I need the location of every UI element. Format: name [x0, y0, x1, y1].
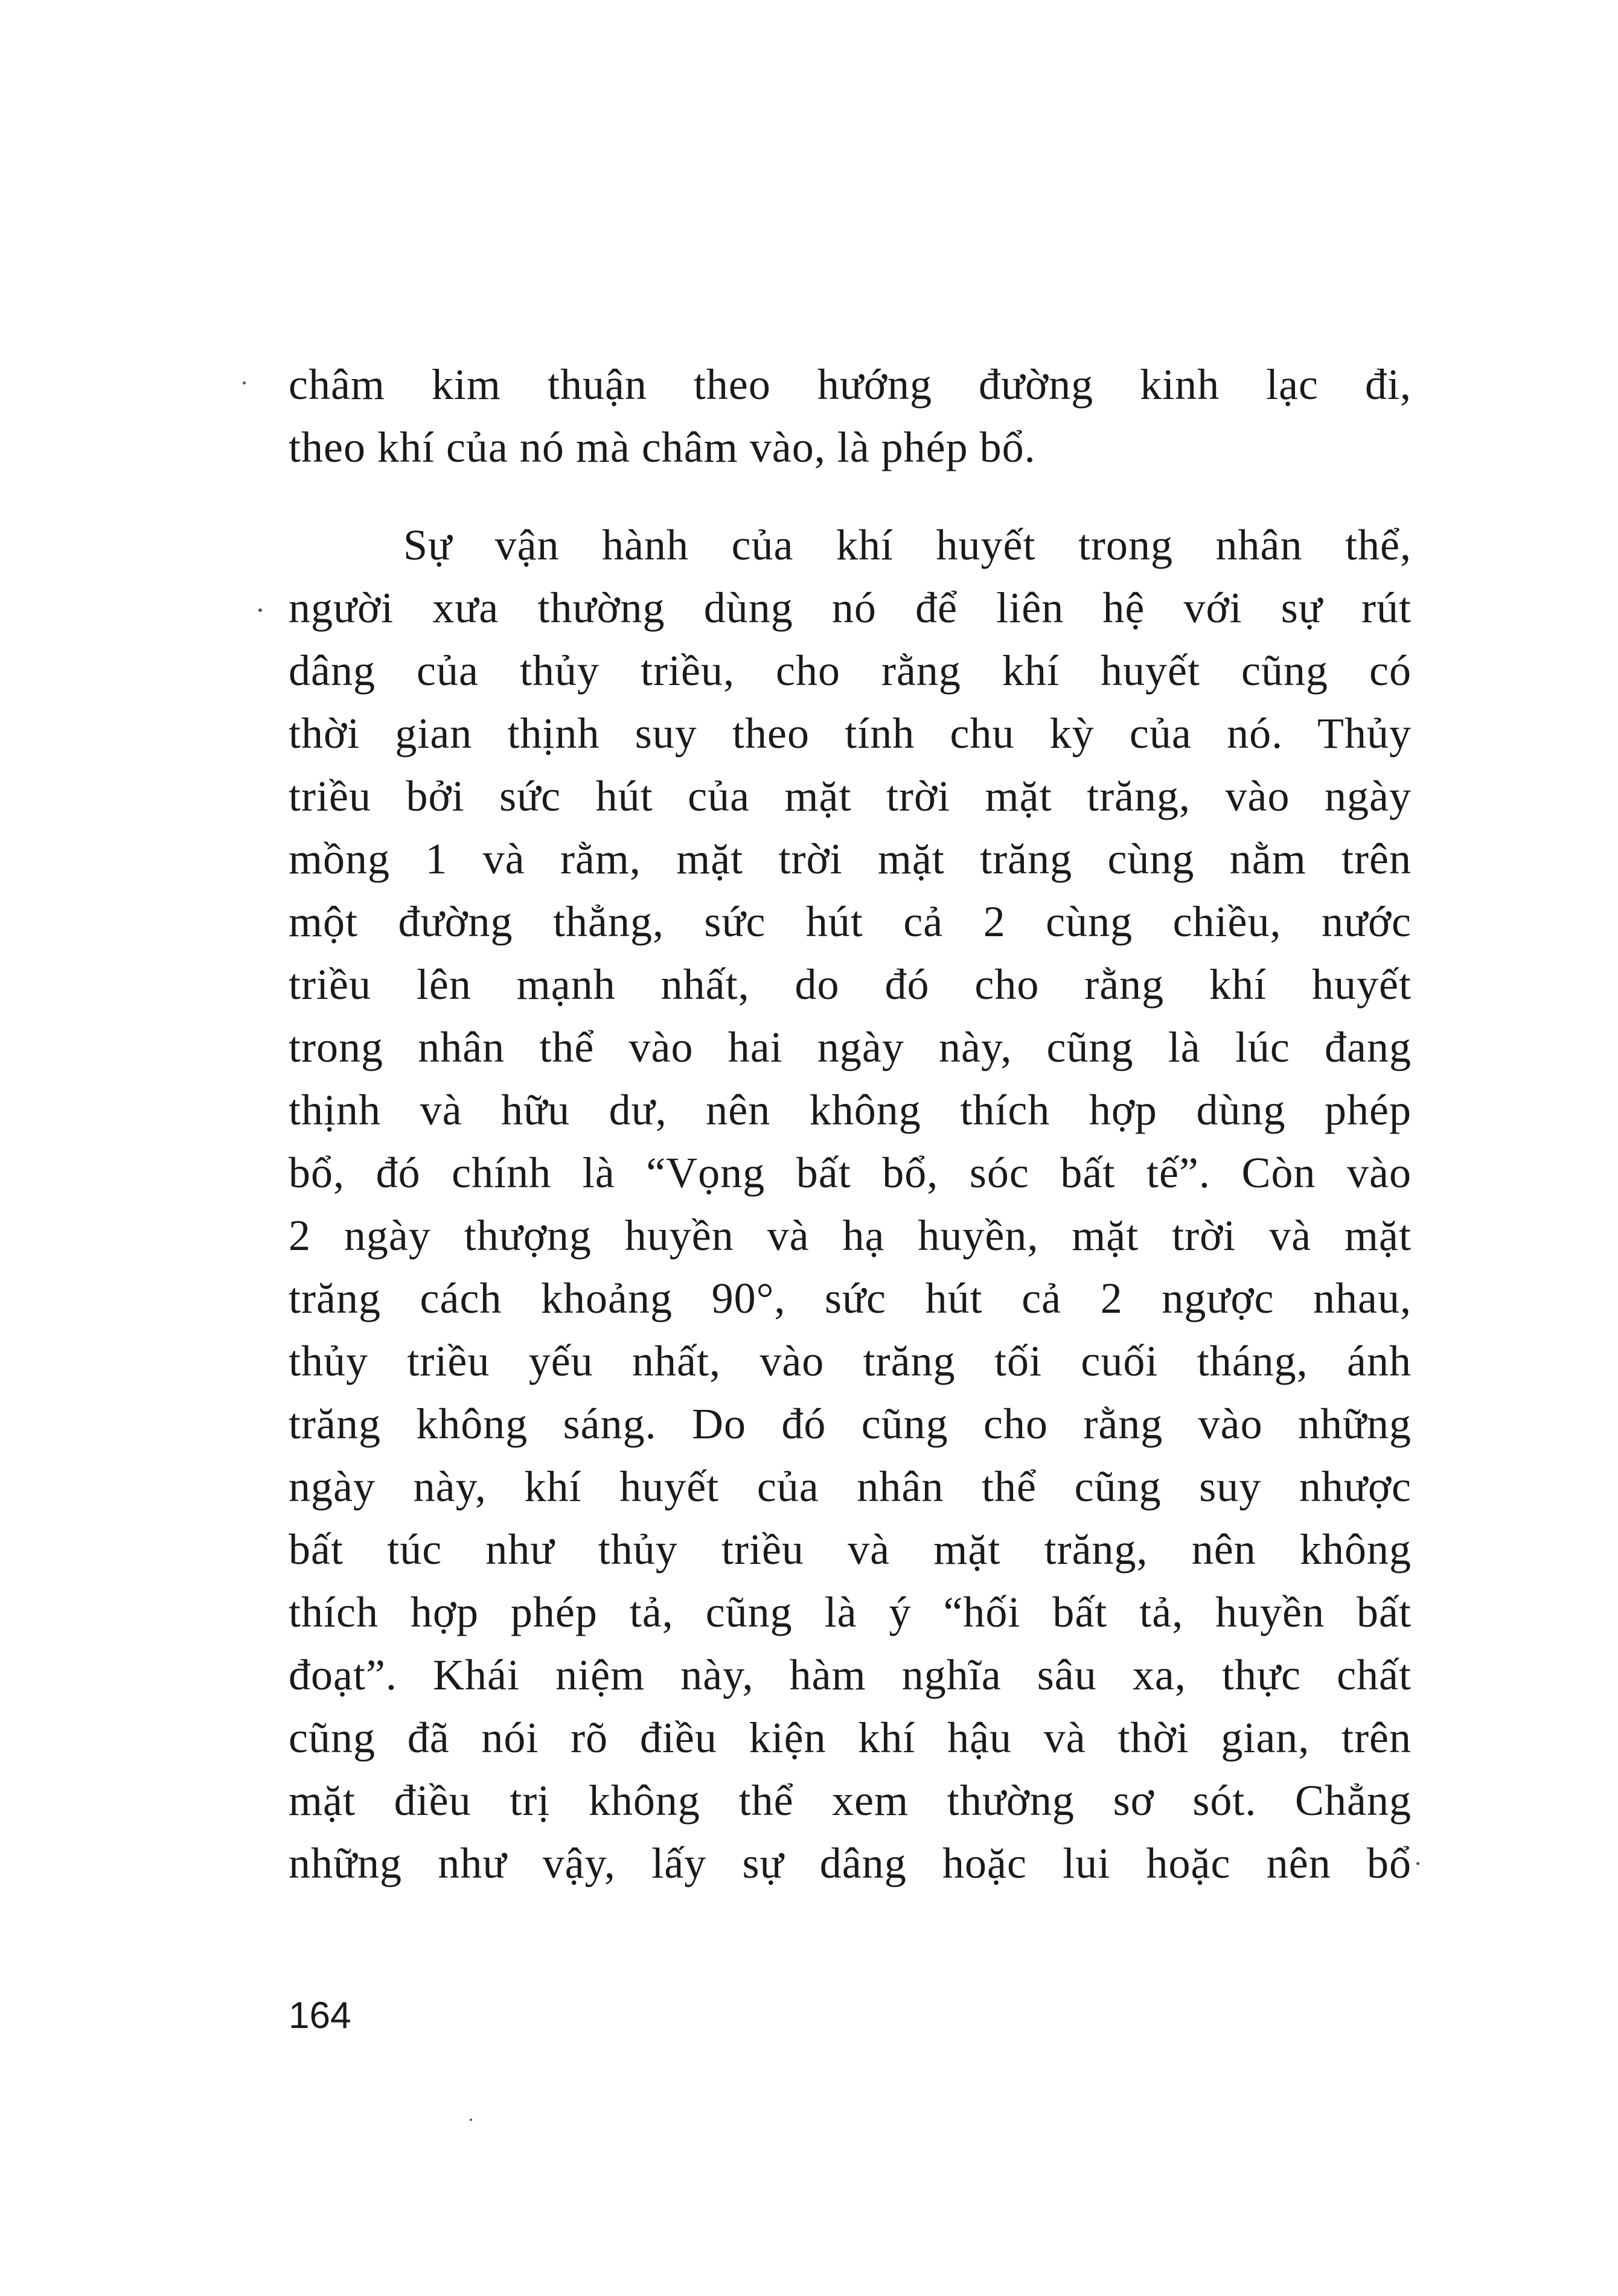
text-line: Sự vận hành của khí huyết trong nhân thể, — [403, 521, 1412, 569]
text-line: thời gian thịnh suy theo tính chu kỳ của nó. Thủy — [289, 709, 1412, 757]
text-line: trong nhân thể vào hai ngày này, cũng là lúc đang — [289, 1023, 1412, 1071]
scan-speck — [243, 381, 246, 384]
text-line: trăng cách khoảng 90°, sức hút cả 2 ngược nhau, — [289, 1274, 1412, 1322]
text-line: trăng không sáng. Do đó cũng cho rằng vào những — [289, 1400, 1412, 1448]
text-line: một đường thẳng, sức hút cả 2 cùng chiều, nước — [289, 898, 1412, 946]
text-line: bất túc như thủy triều và mặt trăng, nên không — [289, 1525, 1412, 1574]
text-line: đoạt”. Khái niệm này, hàm nghĩa sâu xa, thực chất — [289, 1651, 1412, 1699]
text-line: 2 ngày thượng huyền và hạ huyền, mặt trời và mặt — [289, 1211, 1412, 1260]
text-line: châm kim thuận theo hướng đường kinh lạc đi, — [289, 360, 1412, 409]
scan-speck — [470, 2119, 472, 2121]
text-line: dâng của thủy triều, cho rằng khí huyết cũng có — [289, 646, 1412, 695]
text-line: thích hợp phép tả, cũng là ý “hối bất tả, huyền bất — [289, 1588, 1412, 1636]
text-line: theo khí của nó mà châm vào, là phép bổ. — [289, 423, 1036, 471]
text-line: thủy triều yếu nhất, vào trăng tối cuối tháng, ánh — [289, 1337, 1412, 1385]
text-line: mặt điều trị không thể xem thường sơ sót. Chẳng — [289, 1776, 1412, 1825]
text-line: bổ, đó chính là “Vọng bất bổ, sóc bất tế”. Còn vào — [289, 1149, 1412, 1197]
text-line: cũng đã nói rõ điều kiện khí hậu và thời gian, trên — [289, 1714, 1412, 1762]
text-line: ngày này, khí huyết của nhân thể cũng suy nhược — [289, 1462, 1412, 1511]
page-number: 164 — [289, 1995, 351, 2036]
text-line: những như vậy, lấy sự dâng hoặc lui hoặc nên bổ — [289, 1839, 1412, 1887]
paragraph-gap — [289, 479, 1412, 514]
body-text — [289, 353, 1412, 1895]
text-line: mồng 1 và rằm, mặt trời mặt trăng cùng nằm trên — [289, 835, 1412, 883]
text-line: triều lên mạnh nhất, do đó cho rằng khí huyết — [289, 960, 1412, 1009]
text-line: thịnh và hữu dư, nên không thích hợp dùng phép — [289, 1086, 1412, 1134]
text-line: người xưa thường dùng nó để liên hệ với sự rút — [289, 584, 1412, 632]
scan-speck — [258, 608, 262, 612]
text-line: triều bởi sức hút của mặt trời mặt trăng, vào ngày — [289, 772, 1412, 820]
scan-speck — [1416, 1862, 1419, 1865]
